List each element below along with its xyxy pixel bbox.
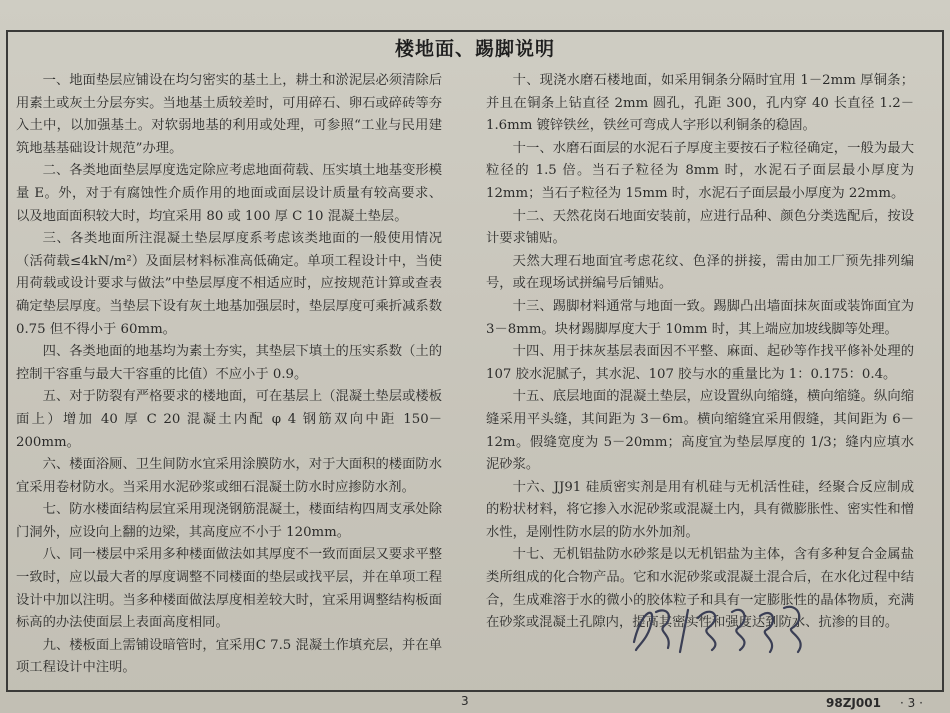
paragraph: 九、楼板面上需铺设暗管时，宜采用C 7.5 混凝土作填充层，并在单项工程设计中注明。 xyxy=(16,637,442,676)
page-number: 3 xyxy=(461,694,469,708)
paragraph: 十五、底层地面的混凝土垫层，应设置纵向缩缝，横向缩缝。纵向缩缝采用平头缝，其间距为 3－6m。横向缩缝宜采用假缝，其间距为 6－12m。假缝宽度为 5－20mm；高度宜为垫层厚度的 1/3；缝内应填水泥砂浆。 xyxy=(486,389,914,473)
paragraph: 十六、JJ91 硅质密实剂是用有机硅与无机活性硅，经聚合反应制成的粉状材料，将它掺入水泥砂浆或混凝土内，具有微膨胀性、密实性和憎水性，是刚性防水层的防水外加剂。 xyxy=(486,479,914,540)
paragraph: 十七、无机铝盐防水砂浆是以无机铝盐为主体，含有多种复合金属盐类所组成的化合物产品。它和水泥砂浆或混凝土混合后，在水化过程中结合，生成难溶于水的微小的胶体粒子和具有一定膨胀性的晶体物质，充满在砂浆或混凝土孔隙内，提高其密实性和强度达到防水、抗渗的目的。 xyxy=(486,547,914,631)
paragraph: 十一、水磨石面层的水泥石子厚度主要按石子粒径确定，一般为最大粒径的 1.5 倍。当石子粒径为 8mm 时，水泥石子面层最小厚度为 12mm；当石子粒径为 15mm 时，水泥石子面层最小厚度为 22mm。 xyxy=(486,140,914,201)
paragraph: 十、现浇水磨石楼地面，如采用铜条分隔时宜用 1－2mm 厚铜条；并且在铜条上钻直径 2mm 圆孔，孔距 300，孔内穿 40 长直径 1.2－1.6mm 镀锌铁丝，铁丝可弯成人字形以利铜条的稳固。 xyxy=(486,73,914,134)
paragraph: 十四、用于抹灰基层表面因不平整、麻面、起砂等作找平修补处理的 107 胶水泥腻子，其水泥、107 胶与水的重量比为 1：0.175：0.4。 xyxy=(486,344,914,382)
paragraph: 天然大理石地面宜考虑花纹、色泽的拼接，需由加工厂预先排列编号，或在现场试拼编号后铺贴。 xyxy=(486,253,914,292)
paragraph: 十三、踢脚材料通常与地面一致。踢脚凸出墙面抹灰面或装饰面宜为 3－8mm。块材踢脚厚度大于 10mm 时，其上端应加坡线脚等处理。 xyxy=(486,298,914,337)
paragraph: 三、各类地面所注混凝土垫层厚度系考虑该类地面的一般使用情况（活荷载≤4kN/m²）及面层材料标准高低确定。单项工程设计中，当使用荷载或设计要求与做法”中垫层厚度不相适应时，应按规范计算或查表确定垫层厚度。当垫层下设有灰土地基加强层时，垫层厚度可乘折减系数 0.75 但不得小于 60mm。 xyxy=(16,231,442,337)
right-column xyxy=(486,70,914,635)
paragraph: 一、地面垫层应铺设在均匀密实的基土上，耕土和淤泥层必须清除后用素土或灰土分层夯实。当地基土质较差时，可用碎石、卵石或碎砖等夯入土中，以加强基土。对软弱地基的利用或处理，可参照“工业与民用建筑地基基础设计规范”办理。 xyxy=(16,73,442,156)
left-column xyxy=(16,70,442,680)
page-title: 楼地面、踢脚说明 xyxy=(394,38,555,60)
code-page-number: · 3 · xyxy=(900,696,923,710)
drawing-code: 98ZJ001 xyxy=(826,696,881,710)
paragraph: 四、各类地面的地基均为素土夯实，其垫层下填土的压实系数（土的控制干容重与最大干容重的比值）不应小于 0.9。 xyxy=(16,344,442,382)
paragraph: 八、同一楼层中采用多种楼面做法如其厚度不一致而面层又要求平整一致时，应以最大者的厚度调整不同楼面的垫层或找平层，并在单项工程设计中加以注明。当多种楼面做法厚度相差较大时，宜采用调整结构板面标高的办法使面层上表面高度相同。 xyxy=(16,547,442,631)
paragraph: 六、楼面浴厕、卫生间防水宜采用涂膜防水，对于大面积的楼面防水宜采用卷材防水。当采用水泥砂浆或细石混凝土防水时应掺防水剂。 xyxy=(16,457,442,495)
paragraph: 七、防水楼面结构层宜采用现浇钢筋混凝土，楼面结构四周支承处除门洞外，应设向上翻的边梁，其高度应不小于 120mm。 xyxy=(16,502,442,540)
handwritten-annotation xyxy=(628,598,818,658)
paragraph: 五、对于防裂有严格要求的楼地面，可在基层上（混凝土垫层或楼板面上）增加 40 厚 C 20 混凝土内配 φ 4 钢筋双向中距 150－200mm。 xyxy=(16,389,442,450)
paragraph: 二、各类地面垫层厚度选定除应考虑地面荷载、压实填土地基变形模量 E。外，对于有腐蚀性介质作用的地面或面层设计质量有较高要求、以及地面面积较大时，均宜采用 80 或 100 厚 C 10 混凝土垫层。 xyxy=(16,163,442,224)
paragraph: 十二、天然花岗石地面安装前，应进行品种、颜色分类选配后，按设计要求铺贴。 xyxy=(486,208,914,247)
